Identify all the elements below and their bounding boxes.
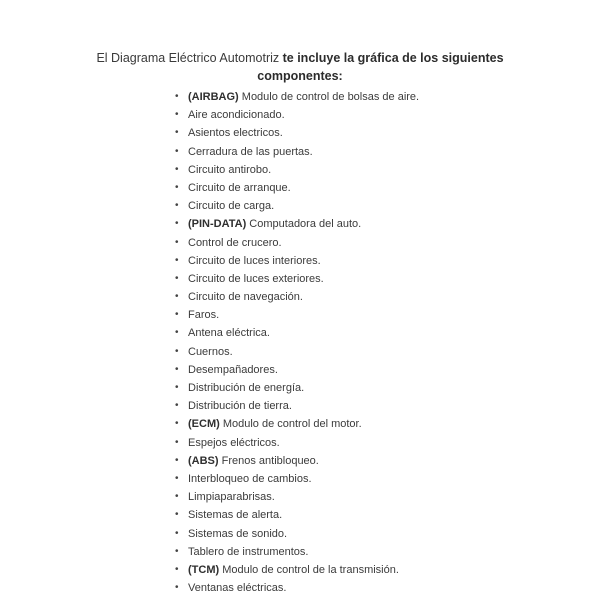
list-item xyxy=(170,579,419,597)
component-label: Circuito de arranque. xyxy=(188,181,291,194)
bullet-icon: • xyxy=(175,200,179,212)
bullet-icon: • xyxy=(175,418,179,430)
bullet-icon: • xyxy=(175,309,179,321)
component-label: Asientos electricos. xyxy=(188,127,283,140)
component-label: Cuernos. xyxy=(188,345,233,358)
component-label: Modulo de control de la transmisión. xyxy=(219,563,399,576)
list-item xyxy=(170,106,419,124)
list-item xyxy=(170,415,419,433)
bullet-icon: • xyxy=(175,545,179,557)
bullet-icon: • xyxy=(175,181,179,193)
bullet-icon: • xyxy=(175,127,179,139)
list-item xyxy=(170,124,419,142)
component-label: Circuito de luces exteriores. xyxy=(188,272,324,285)
bullet-icon: • xyxy=(175,454,179,466)
list-item xyxy=(170,270,419,288)
bullet-icon: • xyxy=(175,272,179,284)
component-label: Control de crucero. xyxy=(188,236,282,249)
bullet-icon: • xyxy=(175,582,179,594)
component-label: Distribución de tierra. xyxy=(188,400,292,413)
component-label: Ventanas eléctricas. xyxy=(188,582,287,595)
list-item xyxy=(170,306,419,324)
bullet-icon: • xyxy=(175,509,179,521)
bullet-icon: • xyxy=(175,563,179,575)
list-item xyxy=(170,161,419,179)
bullet-icon: • xyxy=(175,436,179,448)
component-label: Antena eléctrica. xyxy=(188,327,270,340)
bullet-icon: • xyxy=(175,400,179,412)
component-label: Circuito de carga. xyxy=(188,200,275,213)
component-label: Modulo de control de bolsas de aire. xyxy=(238,91,420,103)
component-abbreviation: (ABS) xyxy=(188,454,219,467)
component-abbreviation: (TCM) xyxy=(188,563,220,576)
bullet-icon: • xyxy=(175,363,179,375)
component-label: Distribución de energía. xyxy=(188,382,305,394)
list-item xyxy=(170,361,419,379)
list-item xyxy=(170,234,419,252)
page-heading xyxy=(90,49,510,85)
bullet-icon: • xyxy=(175,145,179,157)
component-label: Espejos eléctricos. xyxy=(188,436,280,449)
bullet-icon: • xyxy=(175,236,179,248)
bullet-icon: • xyxy=(175,491,179,503)
list-item xyxy=(170,288,419,306)
list-item xyxy=(170,488,419,506)
bullet-icon: • xyxy=(175,527,179,539)
list-item xyxy=(170,506,419,524)
list-item xyxy=(170,197,419,215)
list-item xyxy=(170,470,419,488)
bullet-icon: • xyxy=(175,345,179,357)
list-item xyxy=(170,324,419,342)
list-item xyxy=(170,215,419,233)
list-item xyxy=(170,397,419,415)
component-abbreviation: (PIN-DATA) xyxy=(188,218,247,231)
component-label: Circuito de navegación. xyxy=(188,291,303,304)
component-label: Faros. xyxy=(188,309,220,322)
component-label: Tablero de instrumentos. xyxy=(188,545,309,558)
component-label: Computadora del auto. xyxy=(246,218,362,231)
bullet-icon: • xyxy=(175,327,179,339)
list-item xyxy=(170,179,419,197)
list-item xyxy=(170,525,419,543)
bullet-icon: • xyxy=(175,218,179,230)
component-label: Circuito antirobo. xyxy=(188,163,272,176)
component-abbreviation: (ECM) xyxy=(188,418,220,431)
list-item xyxy=(170,543,419,561)
bullet-icon: • xyxy=(175,163,179,175)
list-item xyxy=(170,343,419,361)
component-label: Circuito de luces interiores. xyxy=(188,254,321,267)
component-list xyxy=(170,88,419,597)
bullet-icon: • xyxy=(175,91,179,102)
component-label: Sistemas de sonido. xyxy=(188,527,288,540)
list-item xyxy=(170,252,419,270)
list-item xyxy=(170,452,419,470)
list-item xyxy=(170,561,419,579)
bullet-icon: • xyxy=(175,382,179,393)
component-abbreviation: (AIRBAG) xyxy=(188,91,239,103)
component-label: Modulo de control del motor. xyxy=(219,418,362,431)
list-item xyxy=(170,88,419,106)
component-label: Interbloqueo de cambios. xyxy=(188,472,312,485)
component-label: Frenos antibloqueo. xyxy=(218,454,319,467)
bullet-icon: • xyxy=(175,254,179,266)
component-label: Cerradura de las puertas. xyxy=(188,145,313,158)
heading-normal-text: El Diagrama Eléctrico Automotriz xyxy=(96,50,283,65)
heading-bold-text: te incluye la gráfica de los siguientes componentes: xyxy=(257,50,504,83)
bullet-icon: • xyxy=(175,472,179,484)
bullet-icon: • xyxy=(175,109,179,121)
component-label: Limpiaparabrisas. xyxy=(188,491,275,504)
list-item xyxy=(170,143,419,161)
component-label: Aire acondicionado. xyxy=(188,109,285,122)
list-item xyxy=(170,434,419,452)
list-item xyxy=(170,379,419,397)
component-label: Sistemas de alerta. xyxy=(188,509,283,522)
component-label: Desempañadores. xyxy=(188,363,278,376)
bullet-icon: • xyxy=(175,291,179,303)
